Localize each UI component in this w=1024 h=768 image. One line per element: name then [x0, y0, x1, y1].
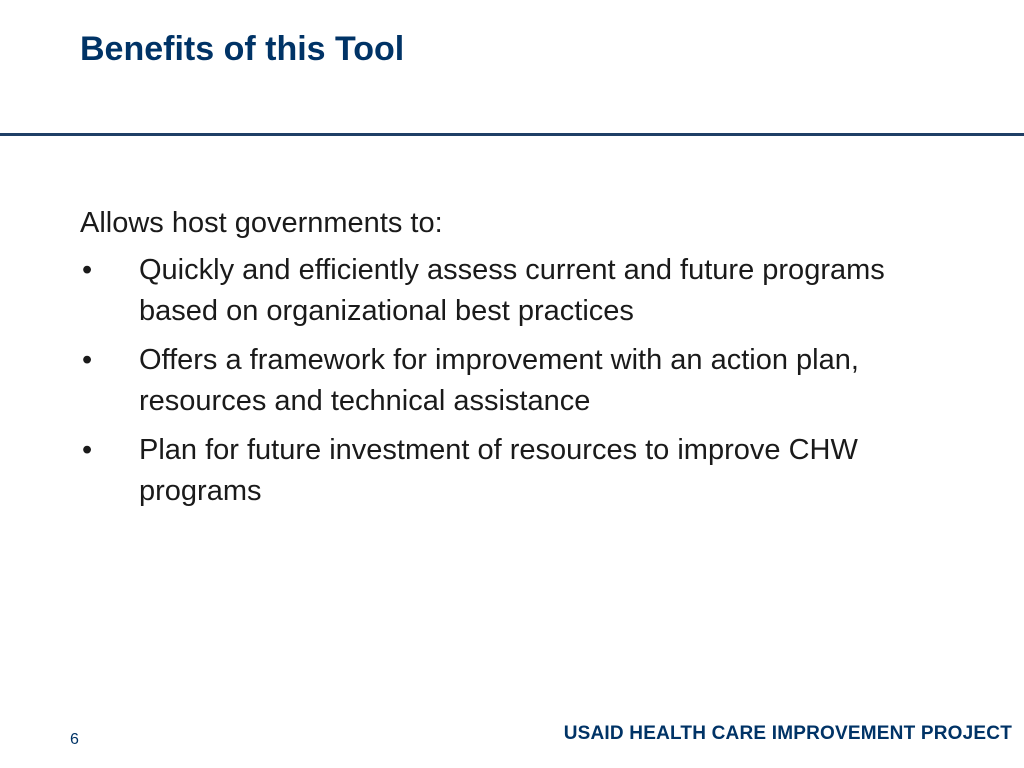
bullet-icon: •: [82, 434, 93, 466]
bullet-text: Offers a framework for improvement with an action plan, resources and technical assistance: [139, 344, 859, 417]
bullet-text: Plan for future investment of resources to improve CHW programs: [139, 434, 858, 507]
bullet-item: [80, 430, 940, 512]
bullet-list: [80, 250, 940, 512]
slide-title: Benefits of this Tool: [80, 30, 405, 68]
bullet-item: [80, 340, 940, 422]
bullet-icon: •: [82, 344, 93, 376]
title-divider: [0, 133, 1024, 136]
footer-brand-logo: USAID HEALTH CARE IMPROVEMENT PROJECT: [563, 723, 1012, 744]
intro-text: Allows host governments to:: [80, 207, 443, 239]
bullet-icon: •: [82, 254, 93, 286]
bullet-text: Quickly and efficiently assess current and future programs based on organizational best practices: [139, 254, 885, 327]
slide-body: [80, 203, 940, 520]
bullet-item: [80, 250, 940, 332]
page-number: 6: [70, 731, 79, 748]
